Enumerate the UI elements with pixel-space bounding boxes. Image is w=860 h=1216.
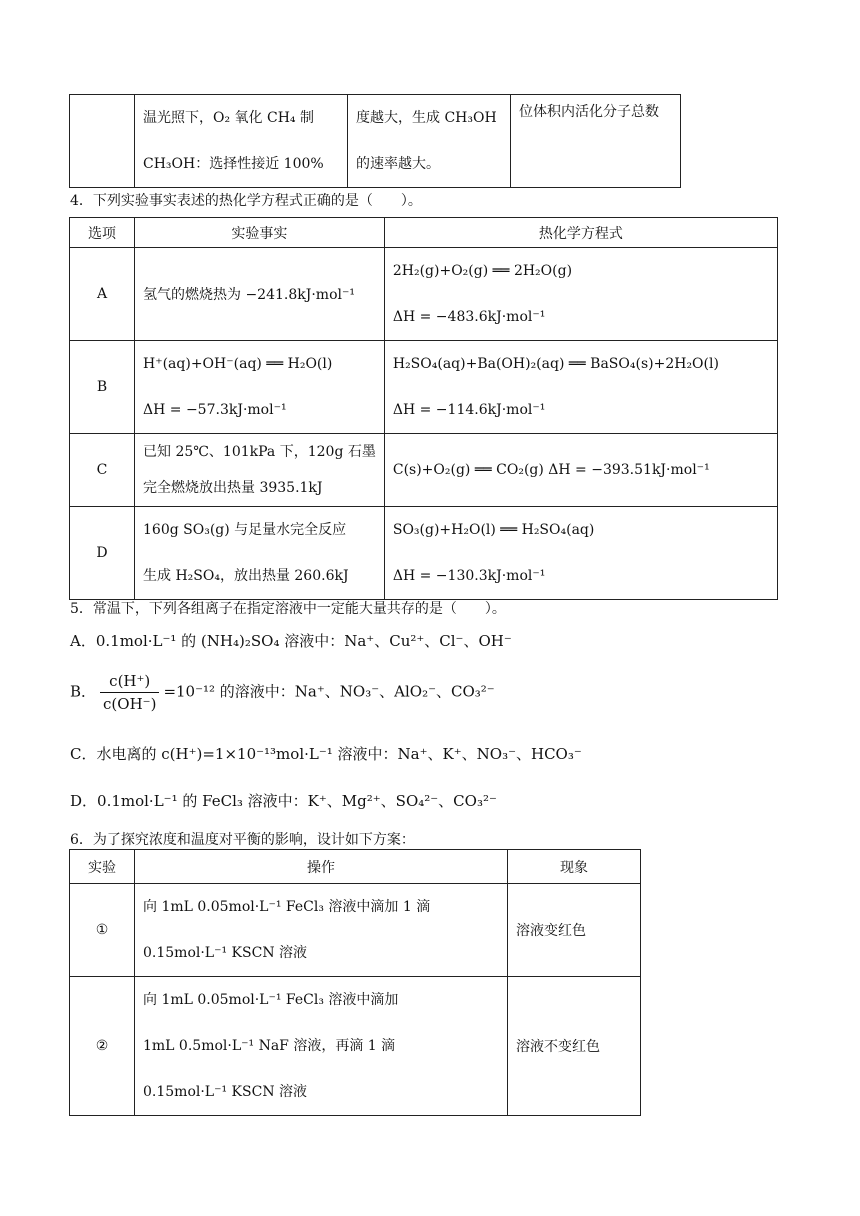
table-row <box>70 341 778 434</box>
cell-line: C(s)+O₂(g) ══ CO₂(g) ΔH = −393.51kJ·mol⁻¹ <box>392 462 710 478</box>
q5-stem: 5．常温下，下列各组离子在指定溶液中一定能大量共存的是（ ）。 <box>70 601 506 617</box>
table-row <box>70 248 778 341</box>
top-cell-4 <box>511 95 681 188</box>
cell-line: ΔH = −483.6kJ·mol⁻¹ <box>392 309 546 325</box>
cell-line: ΔH = −114.6kJ·mol⁻¹ <box>392 402 546 418</box>
cell-line: 0.15mol·L⁻¹ KSCN 溶液 <box>143 1084 308 1100</box>
cell-line: 氢气的燃烧热为 −241.8kJ·mol⁻¹ <box>143 287 355 303</box>
cell-line: 2H₂(g)+O₂(g) ══ 2H₂O(g) <box>392 263 573 279</box>
q6-table <box>69 849 641 1116</box>
q5-option-a: A．0.1mol·L⁻¹ 的 (NH₄)₂SO₄ 溶液中：Na⁺、Cu²⁺、Cl⁻、OH⁻ <box>70 632 512 650</box>
q5-option-b <box>70 672 495 713</box>
cell-line: H⁺(aq)+OH⁻(aq) ══ H₂O(l) <box>143 356 333 372</box>
q5-option-c: C．水电离的 c(H⁺)=1×10⁻¹³mol·L⁻¹ 溶液中：Na⁺、K⁺、NO₃⁻、HCO₃⁻ <box>70 745 582 763</box>
cell-line: 温光照下，O₂ 氧化 CH₄ 制 <box>143 110 314 126</box>
q5-option-d: D．0.1mol·L⁻¹ 的 FeCl₃ 溶液中：K⁺、Mg²⁺、SO₄²⁻、CO₃²⁻ <box>70 792 497 810</box>
header-equation: 热化学方程式 <box>384 218 777 248</box>
cell-line: CH₃OH：选择性接近 100% <box>143 156 324 172</box>
experiment-cell: ② <box>70 977 135 1116</box>
fraction <box>100 672 159 713</box>
operation-cell <box>135 884 508 977</box>
q4-table <box>69 217 778 600</box>
option-text: =10⁻¹² 的溶液中：Na⁺、NO₃⁻、AlO₂⁻、CO₃²⁻ <box>163 682 495 701</box>
cell-line: 的速率越大。 <box>356 156 440 172</box>
top-cell-3 <box>348 95 511 188</box>
equation-cell <box>384 507 777 600</box>
cell-line: SO₃(g)+H₂O(l) ══ H₂SO₄(aq) <box>392 522 595 538</box>
fact-cell <box>135 507 385 600</box>
cell-line: 1mL 0.5mol·L⁻¹ NaF 溶液，再滴 1 滴 <box>143 1038 396 1054</box>
cell-line: ΔH = −57.3kJ·mol⁻¹ <box>143 402 287 418</box>
fraction-numerator: c(H⁺) <box>100 672 159 693</box>
operation-cell <box>135 977 508 1116</box>
result-cell: 溶液不变红色 <box>508 977 641 1116</box>
header-phenomenon: 现象 <box>508 850 641 884</box>
fact-cell <box>135 434 385 507</box>
table-row <box>70 434 778 507</box>
q6-stem: 6．为了探究浓度和温度对平衡的影响，设计如下方案： <box>70 832 415 848</box>
result-cell: 溶液变红色 <box>508 884 641 977</box>
table-header-row <box>70 850 641 884</box>
cell-line: 完全燃烧放出热量 3935.1kJ <box>143 480 323 496</box>
header-experiment: 实验 <box>70 850 135 884</box>
table-row <box>70 507 778 600</box>
top-table <box>69 94 681 188</box>
equation-cell <box>384 341 777 434</box>
cell-line: 向 1mL 0.05mol·L⁻¹ FeCl₃ 溶液中滴加 1 滴 <box>143 899 431 915</box>
top-cell-2 <box>135 95 348 188</box>
table-row <box>70 95 681 188</box>
cell-line: 已知 25℃、101kPa 下，120g 石墨 <box>143 444 376 460</box>
cell-line: H₂SO₄(aq)+Ba(OH)₂(aq) ══ BaSO₄(s)+2H₂O(l) <box>392 356 719 372</box>
cell-line: 生成 H₂SO₄，放出热量 260.6kJ <box>143 568 349 584</box>
table-row <box>70 977 641 1116</box>
fact-cell <box>135 248 385 341</box>
option-cell: B <box>70 341 135 434</box>
option-label: B． <box>70 682 97 701</box>
header-fact: 实验事实 <box>135 218 385 248</box>
fraction-denominator: c(OH⁻) <box>103 695 157 713</box>
experiment-cell: ① <box>70 884 135 977</box>
cell-line: ΔH = −130.3kJ·mol⁻¹ <box>392 568 546 584</box>
option-cell: D <box>70 507 135 600</box>
option-cell: A <box>70 248 135 341</box>
cell-line: 度越大，生成 CH₃OH <box>356 110 497 126</box>
fact-cell <box>135 341 385 434</box>
cell-line: 160g SO₃(g) 与足量水完全反应 <box>143 522 347 538</box>
cell-line: 向 1mL 0.05mol·L⁻¹ FeCl₃ 溶液中滴加 <box>143 992 399 1008</box>
equation-cell <box>384 248 777 341</box>
equation-cell <box>384 434 777 507</box>
cell-line: 位体积内活化分子总数 <box>519 104 659 120</box>
header-operation: 操作 <box>135 850 508 884</box>
q4-stem: 4．下列实验事实表述的热化学方程式正确的是（ ）。 <box>70 193 422 209</box>
cell-line: 0.15mol·L⁻¹ KSCN 溶液 <box>143 945 308 961</box>
table-row <box>70 884 641 977</box>
option-cell: C <box>70 434 135 507</box>
top-cell-1 <box>70 95 135 188</box>
table-header-row <box>70 218 778 248</box>
header-option: 选项 <box>70 218 135 248</box>
